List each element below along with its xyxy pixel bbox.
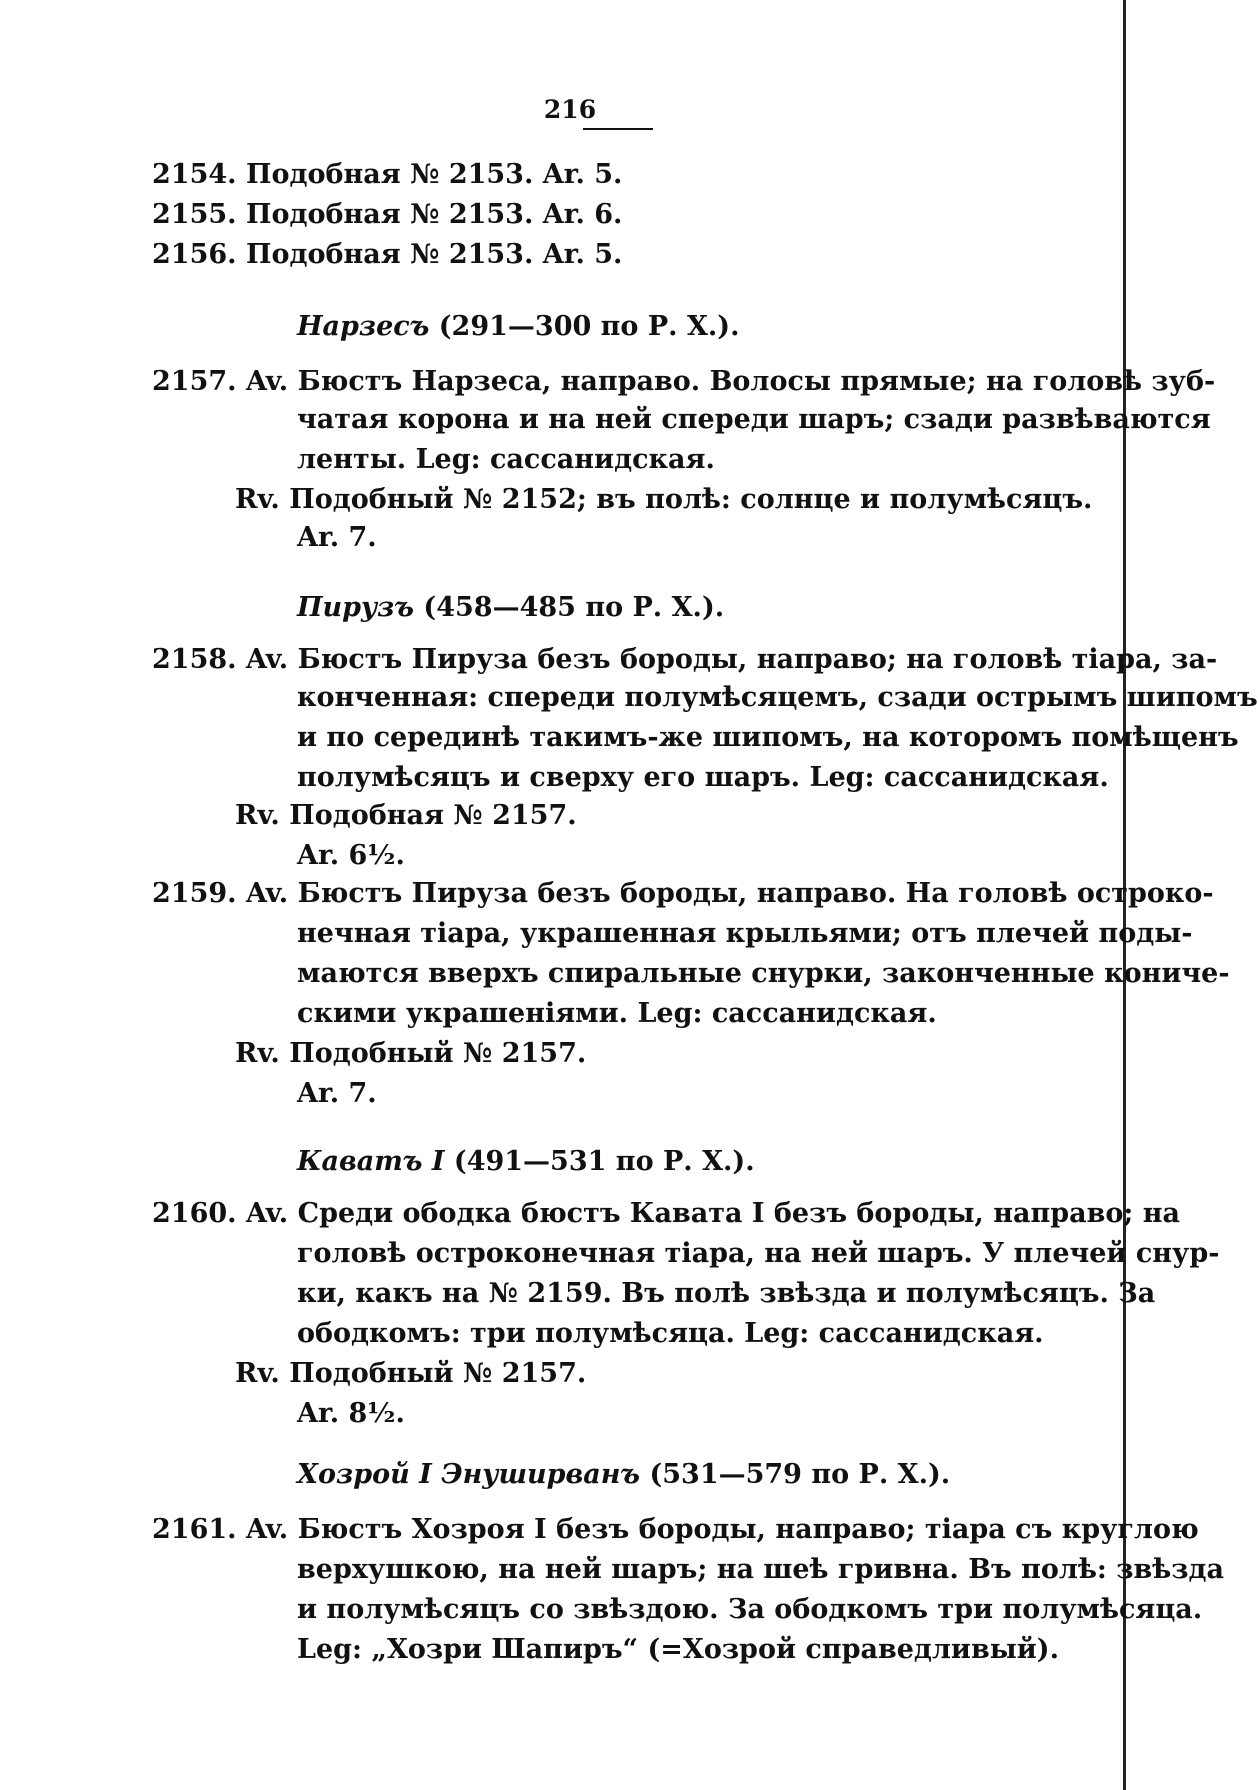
entry-2157-metal: Ar. 7. (297, 522, 377, 553)
entry-2154: 2154. Подобная № 2153. Ar. 5. (152, 159, 623, 190)
entry-2160-line: 2160. Av. Среди ободка бюстъ Кавата I безъ бороды, направо; на (152, 1198, 1180, 1229)
entry-2159-metal: Ar. 7. (297, 1078, 377, 1109)
page-number: 216 (543, 95, 597, 124)
entry-2157-line: 2157. Av. Бюстъ Нарзеса, направо. Волосы прямые; на головѣ зуб- (152, 366, 1216, 397)
entry-2160-line: ки, какъ на № 2159. Въ полѣ звѣзда и полумѣсяцъ. За (297, 1278, 1156, 1309)
entry-2158-line: и по серединѣ такимъ-же шипомъ, на которомъ помѣщенъ (297, 722, 1239, 753)
ruler-dates: (291—300 по Р. Х.). (429, 311, 740, 342)
entry-2161-line: и полумѣсяцъ со звѣздою. За ободкомъ три полумѣсяца. (297, 1594, 1203, 1625)
entry-2159-line: 2159. Av. Бюстъ Пируза безъ бороды, направо. На головѣ остроко- (152, 878, 1214, 909)
entry-2160-reverse: Rv. Подобный № 2157. (235, 1358, 587, 1389)
section-heading-kavat (297, 1142, 755, 1182)
entry-2161-line: 2161. Av. Бюстъ Хозроя I безъ бороды, направо; тіара съ круглою (152, 1514, 1199, 1545)
entry-2157-line: ленты. Leg: сассанидская. (297, 444, 715, 475)
entry-2158-line: конченная: спереди полумѣсяцемъ, сзади острымъ шипомъ (297, 682, 1258, 713)
entry-2159-reverse: Rv. Подобный № 2157. (235, 1038, 587, 1069)
entry-2160-line: ободкомъ: три полумѣсяца. Leg: сассанидская. (297, 1318, 1044, 1349)
entry-2155: 2155. Подобная № 2153. Ar. 6. (152, 199, 623, 230)
entry-2159-line: маются вверхъ спиральные снурки, законченные кониче- (297, 958, 1230, 989)
ruler-dates: (491—531 по Р. Х.). (444, 1146, 755, 1177)
ruler-dates: (458—485 по Р. Х.). (414, 592, 725, 623)
entry-2158-reverse: Rv. Подобная № 2157. (235, 800, 577, 831)
ruler-name: Каватъ I (297, 1146, 445, 1177)
entry-2159-line: скими украшеніями. Leg: сассанидская. (297, 998, 937, 1029)
section-heading-piruz (297, 588, 724, 628)
entry-2157-line: чатая корона и на ней спереди шаръ; сзади развѣваются (297, 404, 1211, 435)
section-heading-narses (297, 307, 739, 347)
ruler-dates: (531—579 по Р. Х.). (640, 1459, 951, 1490)
entry-2157-reverse: Rv. Подобный № 2152; въ полѣ: солнце и полумѣсяцъ. (235, 484, 1093, 515)
section-heading-khosrow (297, 1455, 950, 1495)
ruler-name: Хозрой I Энуширванъ (297, 1459, 641, 1490)
ruler-name: Нарзесъ (297, 311, 430, 342)
entry-2158-line: 2158. Av. Бюстъ Пируза безъ бороды, направо; на головѣ тіара, за- (152, 644, 1218, 675)
entry-2159-line: нечная тіара, украшенная крыльями; отъ плечей поды- (297, 918, 1193, 949)
entry-2156: 2156. Подобная № 2153. Ar. 5. (152, 239, 623, 270)
entry-2161-line: Leg: „Хозри Шапиръ“ (=Хозрой справедливый). (297, 1634, 1059, 1665)
entry-2160-line: головѣ остроконечная тіара, на ней шаръ. У плечей снур- (297, 1238, 1220, 1269)
ruler-name: Пирузъ (297, 592, 415, 623)
entry-2161-line: верхушкою, на ней шаръ; на шеѣ гривна. Въ полѣ: звѣзда (297, 1554, 1224, 1585)
entry-2160-metal: Ar. 8½. (297, 1398, 405, 1429)
entry-2158-metal: Ar. 6½. (297, 840, 405, 871)
page-number-rule (583, 128, 653, 130)
entry-2158-line: полумѣсяцъ и сверху его шаръ. Leg: сассанидская. (297, 762, 1109, 793)
